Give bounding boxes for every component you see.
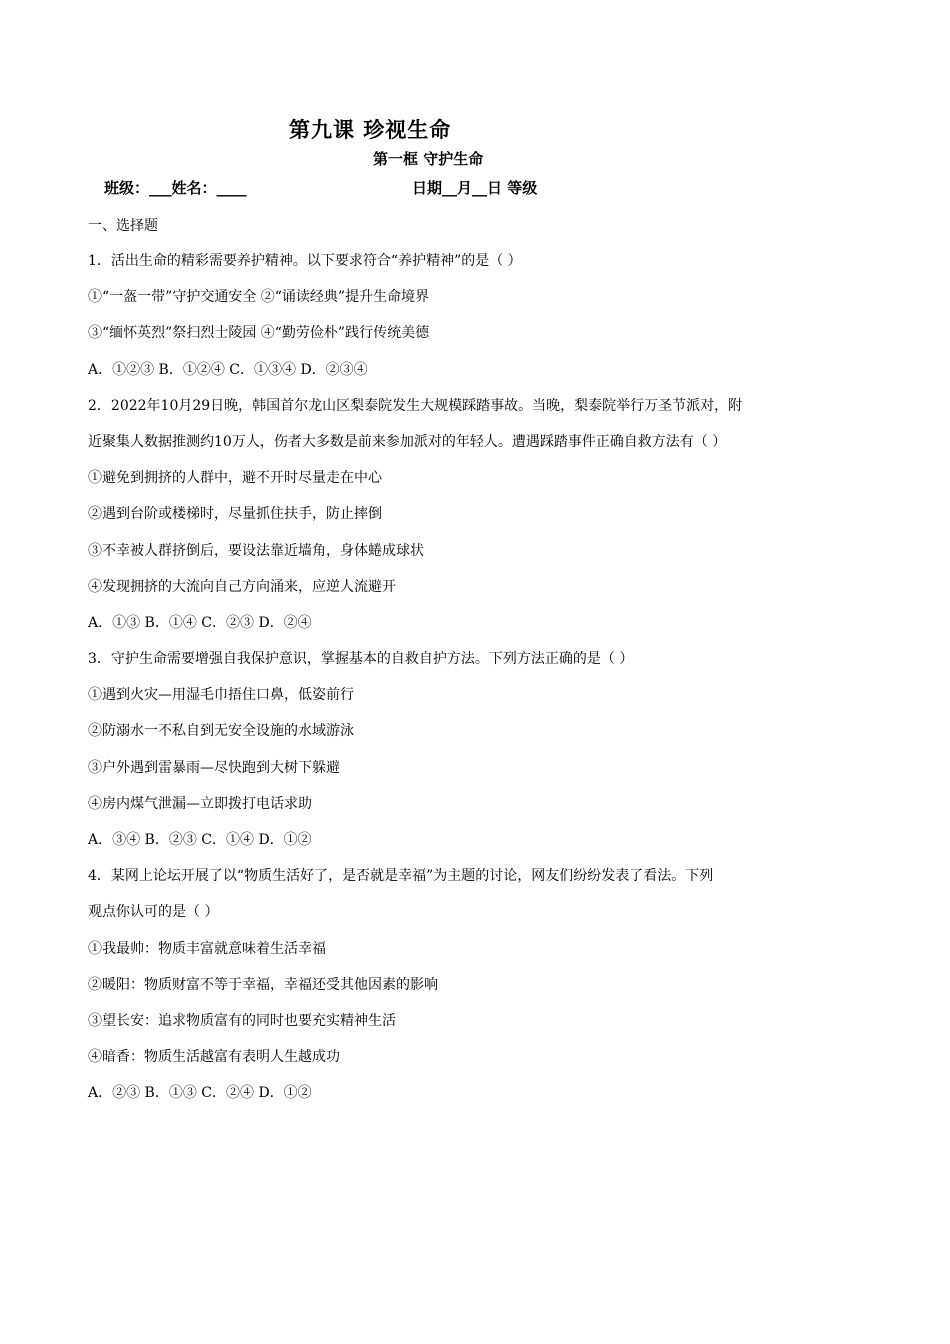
- section-heading: 一、选择题: [88, 218, 158, 234]
- question-option-item: ②遇到台阶或楼梯时，尽量抓住扶手，防止摔倒: [88, 506, 382, 523]
- page-title: 第九课 珍视生命: [289, 117, 452, 142]
- answer-choices: A．①③ B．①④ C．②③ D．②④: [88, 614, 312, 631]
- question-stem: 1．活出生命的精彩需要养护精神。以下要求符合“养护精神”的是（ ）: [88, 253, 522, 269]
- question-option-item: ①“一盔一带”守护交通安全 ②“诵读经典”提升生命境界: [88, 289, 430, 306]
- question-stem: 近聚集人数据推测约10万人，伤者大多数是前来参加派对的年轻人。遭遇踩踏事件正确自救方法有（ ）: [88, 433, 727, 450]
- date-grade-field: 日期__月__日 等级: [412, 179, 538, 197]
- question-3: [88, 646, 868, 863]
- question-stem: 3．守护生命需要增强自我保护意识，掌握基本的自救自护方法。下列方法正确的是（ ）: [88, 651, 634, 668]
- question-option-item: ②暖阳：物质财富不等于幸福，幸福还受其他因素的影响: [88, 976, 438, 993]
- question-option-item: ③不幸被人群挤倒后，要设法靠近墙角，身体蜷成球状: [88, 542, 424, 559]
- answer-choices: A．③④ B．②③ C．①④ D．①②: [88, 832, 312, 848]
- question-option-item: ①遇到火灾—用湿毛巾捂住口鼻，低姿前行: [88, 687, 354, 704]
- question-stem: 4．某网上论坛开展了以“物质生活好了，是否就是幸福”为主题的讨论，网友们纷纷发表了看法。下列: [88, 868, 714, 885]
- page-subtitle: 第一框 守护生命: [373, 150, 484, 168]
- question-option-item: ③“缅怀英烈”祭扫烈士陵园 ④“勤劳俭朴”践行传统美德: [88, 325, 430, 342]
- question-option-item: ④房内煤气泄漏—立即拨打电话求助: [88, 795, 312, 812]
- question-option-item: ①避免到拥挤的人群中，避不开时尽量走在中心: [88, 470, 382, 487]
- question-stem: 观点你认可的是（ ）: [88, 904, 219, 921]
- question-option-item: ③户外遇到雷暴雨—尽快跑到大树下躲避: [88, 759, 340, 776]
- question-option-item: ④发现拥挤的大流向自己方向涌来，应逆人流避开: [88, 578, 396, 595]
- question-option-item: ④暗香：物质生活越富有表明人生越成功: [88, 1049, 340, 1066]
- class-name-field: 班级：___姓名：____: [104, 179, 247, 197]
- question-list: [88, 248, 868, 1117]
- question-4: [88, 863, 868, 1116]
- question-option-item: ③望长安：追求物质富有的同时也要充实精神生活: [88, 1012, 396, 1029]
- question-2: [88, 393, 868, 646]
- answer-choices: A．②③ B．①③ C．②④ D．①②: [88, 1085, 312, 1102]
- question-option-item: ②防溺水一不私自到无安全设施的水域游泳: [88, 723, 354, 740]
- question-stem: 2．2022年10月29日晚，韩国首尔龙山区梨泰院发生大规模踩踏事故。当晚，梨泰院举行万圣节派对，附: [88, 397, 743, 414]
- question-option-item: ①我最帅：物质丰富就意味着生活幸福: [88, 940, 326, 957]
- question-1: [88, 248, 868, 393]
- answer-choices: A．①②③ B．①②④ C．①③④ D．②③④: [88, 361, 368, 378]
